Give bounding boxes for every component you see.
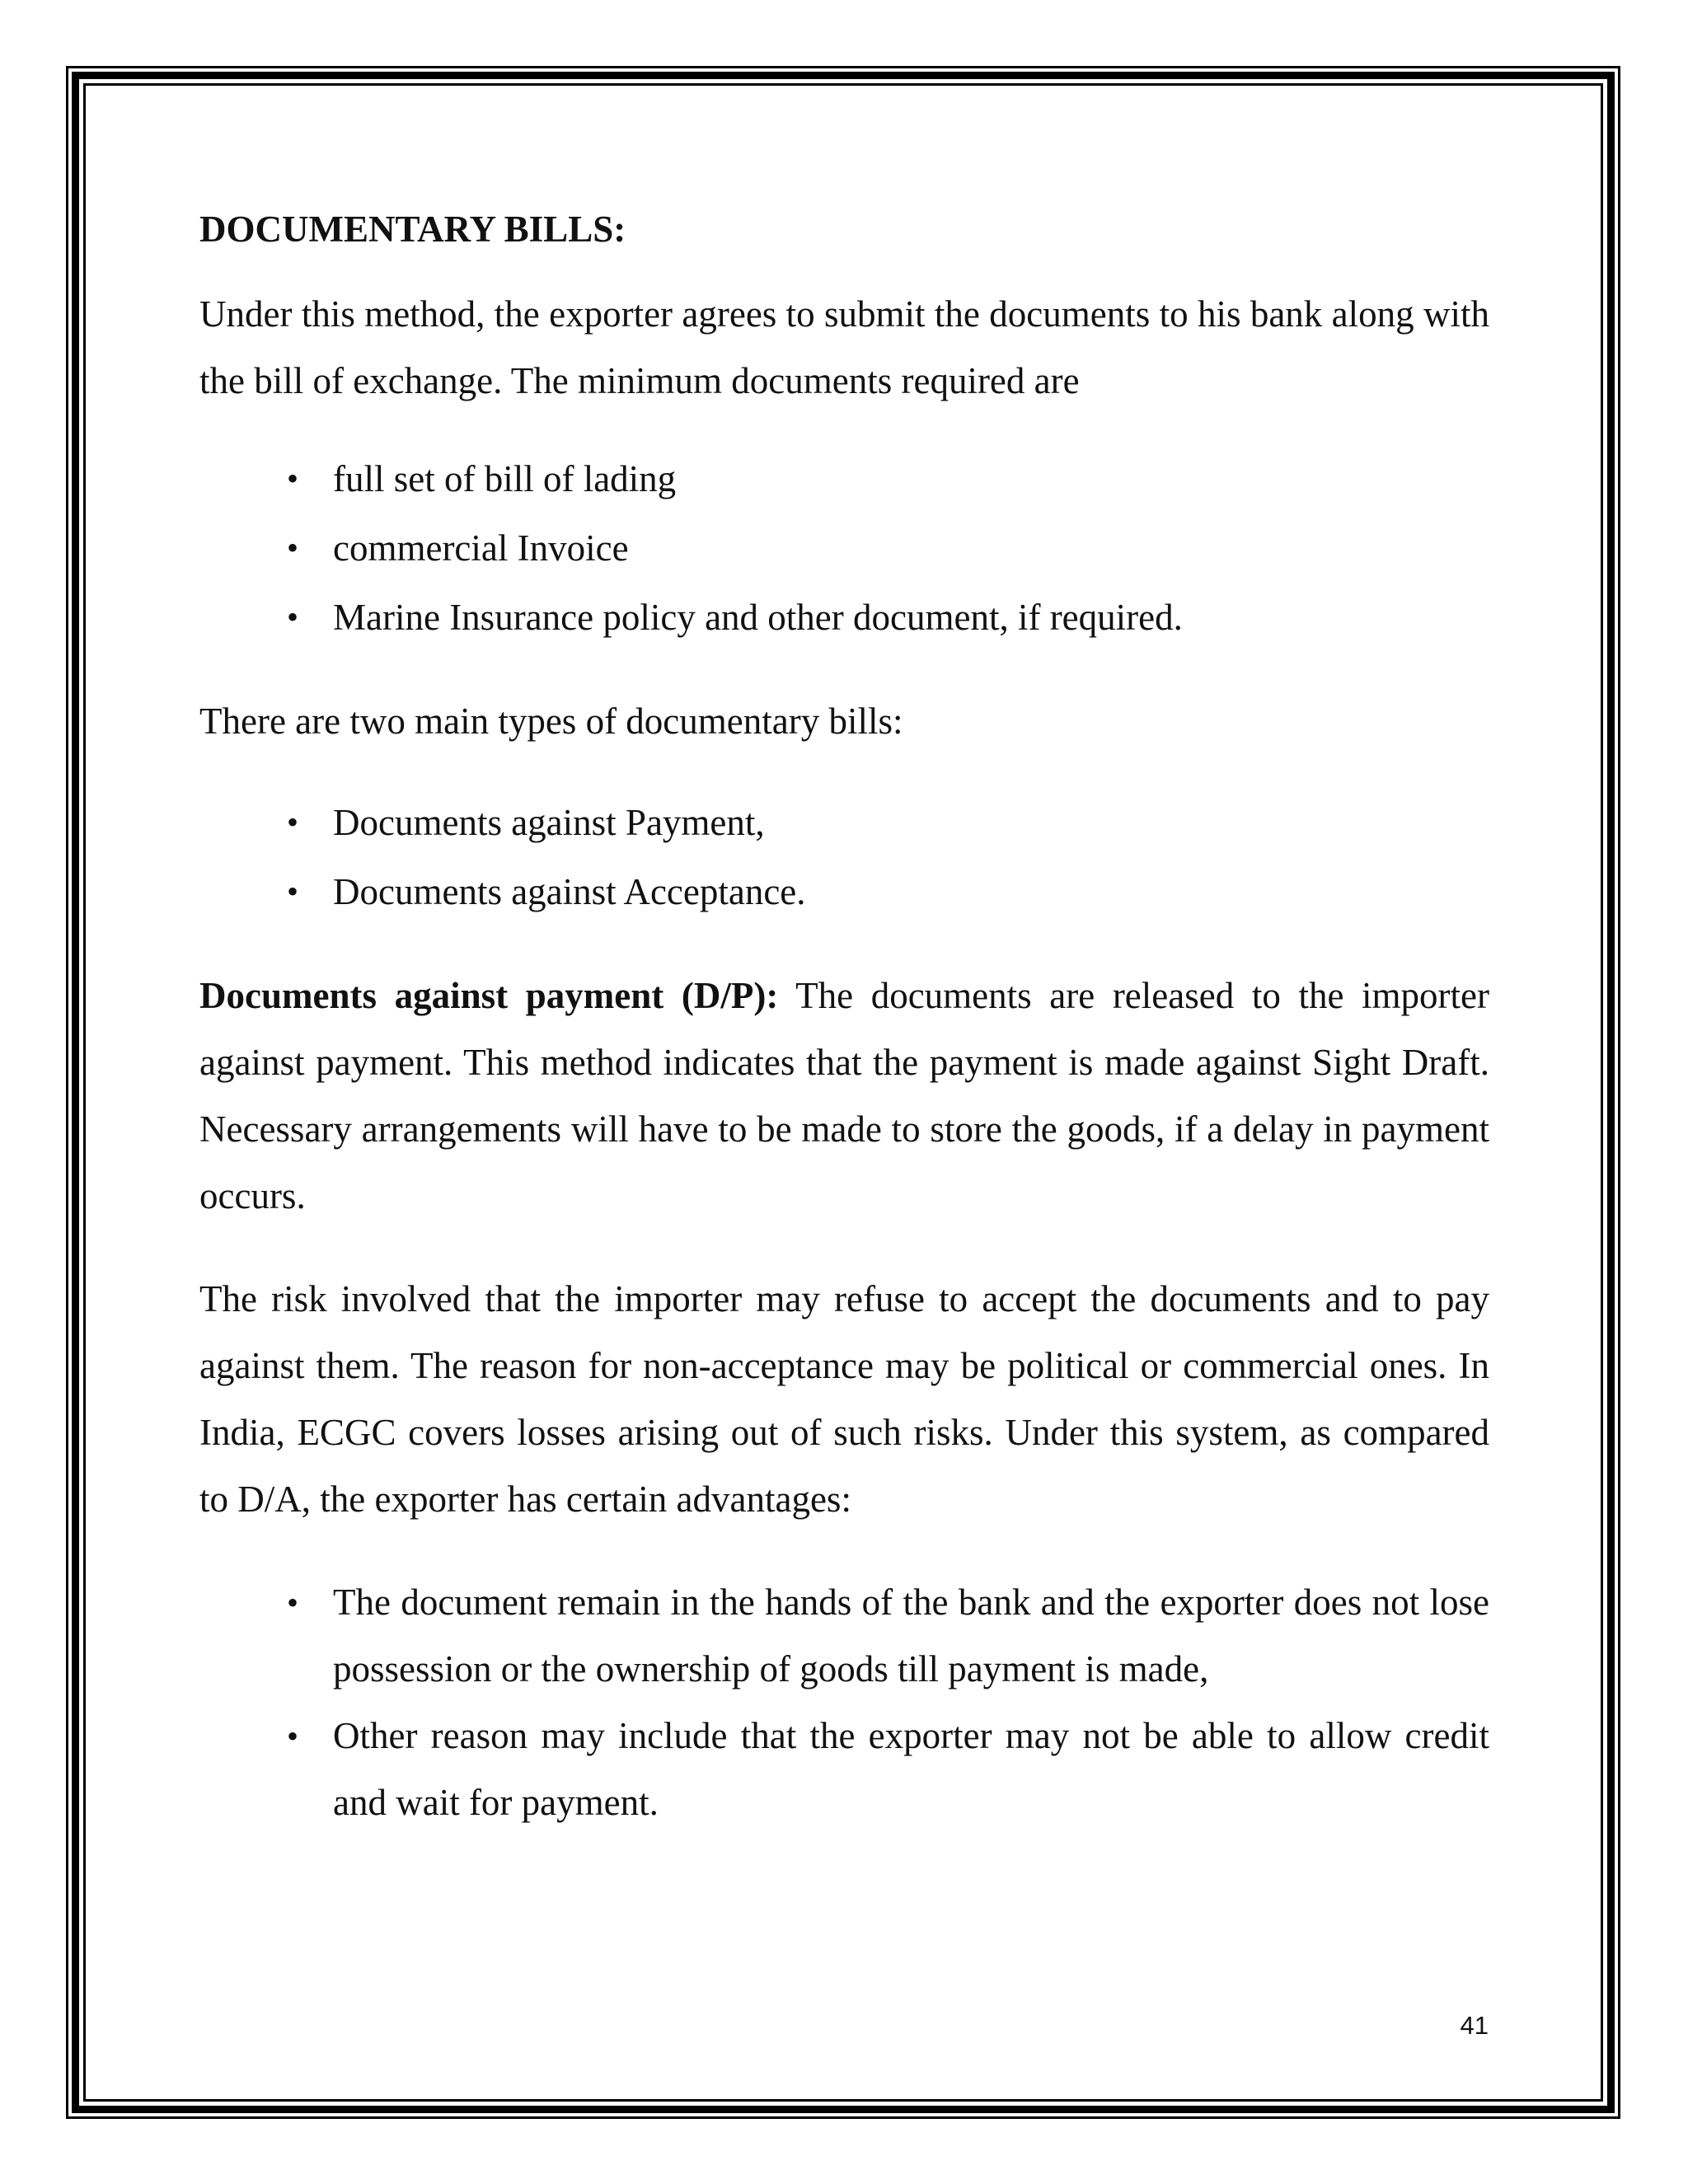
section-heading: DOCUMENTARY BILLS: bbox=[199, 209, 626, 250]
types-intro-paragraph: There are two main types of documentary bills: bbox=[199, 701, 903, 742]
page-content bbox=[199, 196, 1489, 1872]
bullet-icon: • bbox=[287, 873, 299, 910]
bullet-icon: • bbox=[287, 804, 299, 841]
bill-types-list bbox=[199, 788, 1489, 926]
bullet-icon: • bbox=[287, 598, 299, 635]
bullet-icon: • bbox=[287, 1584, 299, 1621]
required-documents-list bbox=[199, 444, 1489, 652]
dp-text: The documents are released to the importer against payment. This method indicates that the payment is made against Sight Draft. Necessary arrangements will have to be made to store the goods, if a delay in payment occurs. bbox=[199, 975, 1489, 1216]
list-item: • full set of bill of lading bbox=[333, 444, 1489, 513]
page-number: 41 bbox=[1460, 2011, 1489, 2040]
list-item: • commercial Invoice bbox=[333, 513, 1489, 583]
list-item: • Documents against Acceptance. bbox=[333, 857, 1489, 926]
list-item: • Marine Insurance policy and other document, if required. bbox=[333, 583, 1489, 652]
bullet-icon: • bbox=[287, 529, 299, 566]
intro-paragraph: Under this method, the exporter agrees to submit the documents to his bank along with the bill of exchange. The minimum documents required are bbox=[199, 293, 1489, 401]
list-item: • Documents against Payment, bbox=[333, 788, 1489, 857]
list-item: • Other reason may include that the exporter may not be able to allow credit and wait for payment. bbox=[333, 1703, 1489, 1836]
advantages-list bbox=[199, 1569, 1489, 1836]
bullet-icon: • bbox=[287, 1718, 299, 1755]
risk-paragraph: The risk involved that the importer may refuse to accept the documents and to pay against them. The reason for non-acceptance may be political or commercial ones. In India, ECGC covers losses arising out of such risks. Under this system, as compared to D/A, the exporter has certain advantages: bbox=[199, 1278, 1489, 1520]
bullet-icon: • bbox=[287, 460, 299, 497]
dp-paragraph bbox=[199, 963, 1489, 1230]
list-item: • The document remain in the hands of the bank and the exporter does not lose possession or the ownership of goods till payment is made, bbox=[333, 1569, 1489, 1703]
dp-term: Documents against payment (D/P): bbox=[199, 975, 779, 1016]
